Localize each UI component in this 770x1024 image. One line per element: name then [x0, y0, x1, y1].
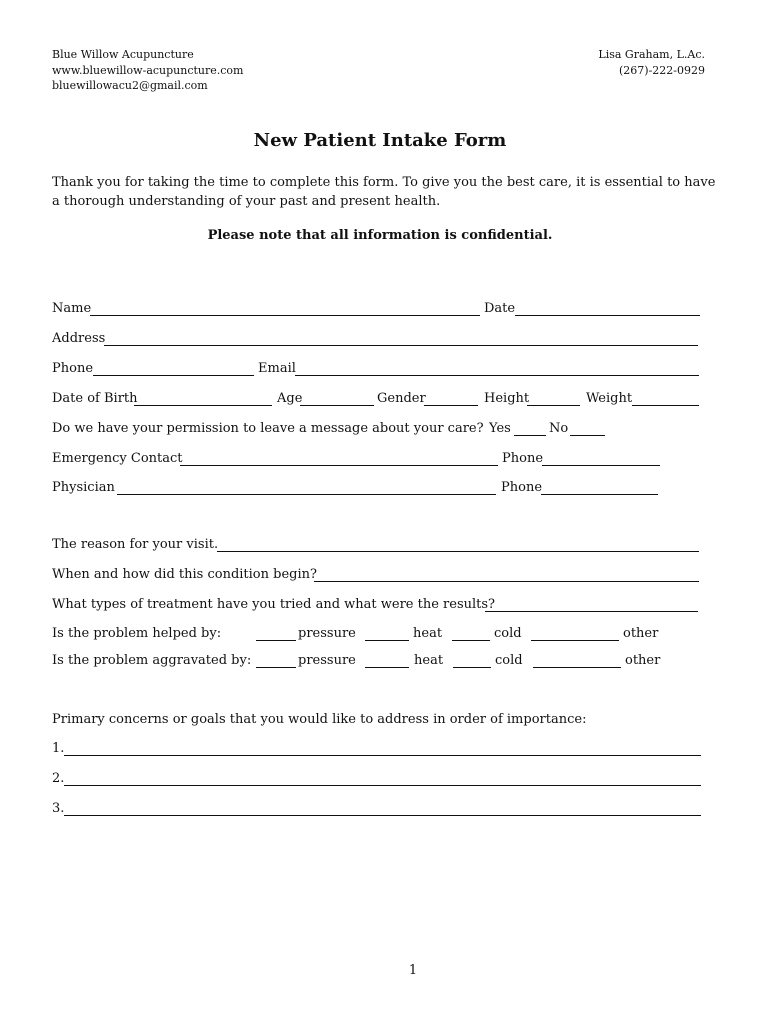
treatments-field[interactable]: [485, 611, 698, 612]
helped-cold-label: cold: [494, 626, 522, 641]
aggravated-other-field[interactable]: [533, 667, 621, 668]
gender-label: Gender: [377, 391, 426, 406]
aggravated-other-label: other: [625, 653, 661, 668]
concern-item: [52, 740, 702, 758]
helped-pressure-field[interactable]: [256, 640, 296, 641]
yes-field[interactable]: [514, 435, 546, 436]
phone-field[interactable]: [93, 375, 254, 376]
treatments-row: [52, 596, 702, 614]
aggravated-pressure-field[interactable]: [256, 667, 296, 668]
date-field[interactable]: [515, 315, 700, 316]
email-label: Email: [258, 361, 296, 376]
email-field[interactable]: [295, 375, 699, 376]
physician-field[interactable]: [117, 494, 496, 495]
phone-email-row: [52, 360, 702, 378]
name-date-row: [52, 300, 702, 318]
name-label: Name: [52, 301, 92, 316]
gender-field[interactable]: [424, 405, 478, 406]
date-label: Date: [484, 301, 516, 316]
helped-pressure-label: pressure: [298, 626, 356, 641]
practice-email: bluewillowacu2@gmail.com: [52, 79, 208, 92]
practice-info: [52, 47, 243, 94]
concern-3-field[interactable]: [64, 815, 701, 816]
page-title: New Patient Intake Form: [253, 130, 507, 151]
confidential-note: Please note that all information is confidential.: [207, 228, 553, 243]
reason-row: [52, 536, 702, 554]
emergency-contact-row: [52, 450, 702, 468]
physician-phone-field[interactable]: [541, 494, 658, 495]
concern-1-field[interactable]: [64, 755, 701, 756]
dob-field[interactable]: [134, 405, 272, 406]
weight-field[interactable]: [632, 405, 699, 406]
helped-heat-field[interactable]: [365, 640, 409, 641]
no-field[interactable]: [570, 435, 605, 436]
concern-item: [52, 800, 702, 818]
concerns-heading-row: [52, 711, 702, 729]
weight-label: Weight: [586, 391, 633, 406]
reason-field[interactable]: [217, 551, 699, 552]
dob-label: Date of Birth: [52, 391, 138, 406]
aggravated-pressure-label: pressure: [298, 653, 356, 668]
concerns-heading: Primary concerns or goals that you would like to address in order of importance:: [52, 712, 587, 727]
practice-website: www.bluewillow-acupuncture.com: [52, 63, 244, 77]
concern-2-field[interactable]: [64, 785, 701, 786]
age-label: Age: [277, 391, 303, 406]
aggravated-heat-label: heat: [414, 653, 444, 668]
permission-row: [52, 420, 702, 438]
helped-cold-field[interactable]: [452, 640, 490, 641]
helped-other-label: other: [623, 626, 659, 641]
onset-field[interactable]: [314, 581, 699, 582]
emergency-phone-label: Phone: [502, 451, 544, 466]
emergency-phone-field[interactable]: [542, 465, 660, 466]
age-field[interactable]: [300, 405, 374, 406]
permission-label: Do we have your permission to leave a message about your care?: [52, 421, 484, 436]
onset-row: [52, 566, 702, 584]
treatments-label: What types of treatment have you tried and what were the results?: [52, 597, 496, 612]
name-field[interactable]: [90, 315, 480, 316]
address-field[interactable]: [104, 345, 698, 346]
emergency-contact-label: Emergency Contact: [52, 451, 183, 466]
helped-by-label: Is the problem helped by:: [52, 626, 222, 641]
practitioner-info: [598, 47, 705, 78]
phone-label: Phone: [52, 361, 94, 376]
yes-label: Yes: [489, 421, 511, 436]
physician-label: Physician: [52, 480, 115, 495]
practitioner-name: Lisa Graham, L.Ac.: [598, 48, 705, 61]
concern-number: 3.: [52, 801, 65, 816]
physician-phone-label: Phone: [501, 480, 543, 495]
reason-label: The reason for your visit.: [52, 537, 219, 552]
concern-number: 1.: [52, 741, 65, 756]
intro-text: Thank you for taking the time to complete this form. To give you the best care, it is essential to have a thorough understanding of your past and present health.: [52, 175, 716, 209]
physician-row: [52, 479, 702, 497]
practitioner-phone: (267)-222-0929: [618, 63, 705, 77]
onset-label: When and how did this condition begin?: [52, 567, 317, 582]
no-label: No: [549, 421, 569, 436]
concern-item: [52, 770, 702, 788]
emergency-contact-field[interactable]: [180, 465, 498, 466]
page-number: 1: [408, 963, 418, 978]
aggravated-by-row: [52, 652, 702, 670]
practice-name: Blue Willow Acupuncture: [52, 48, 194, 61]
address-label: Address: [52, 331, 106, 346]
helped-by-row: [52, 625, 702, 643]
address-row: [52, 330, 702, 348]
demographics-row: [52, 390, 702, 408]
height-label: Height: [484, 391, 530, 406]
aggravated-heat-field[interactable]: [365, 667, 409, 668]
helped-other-field[interactable]: [531, 640, 619, 641]
height-field[interactable]: [527, 405, 580, 406]
aggravated-cold-label: cold: [495, 653, 523, 668]
helped-heat-label: heat: [413, 626, 443, 641]
concern-number: 2.: [52, 771, 65, 786]
aggravated-by-label: Is the problem aggravated by:: [52, 653, 252, 668]
aggravated-cold-field[interactable]: [453, 667, 491, 668]
